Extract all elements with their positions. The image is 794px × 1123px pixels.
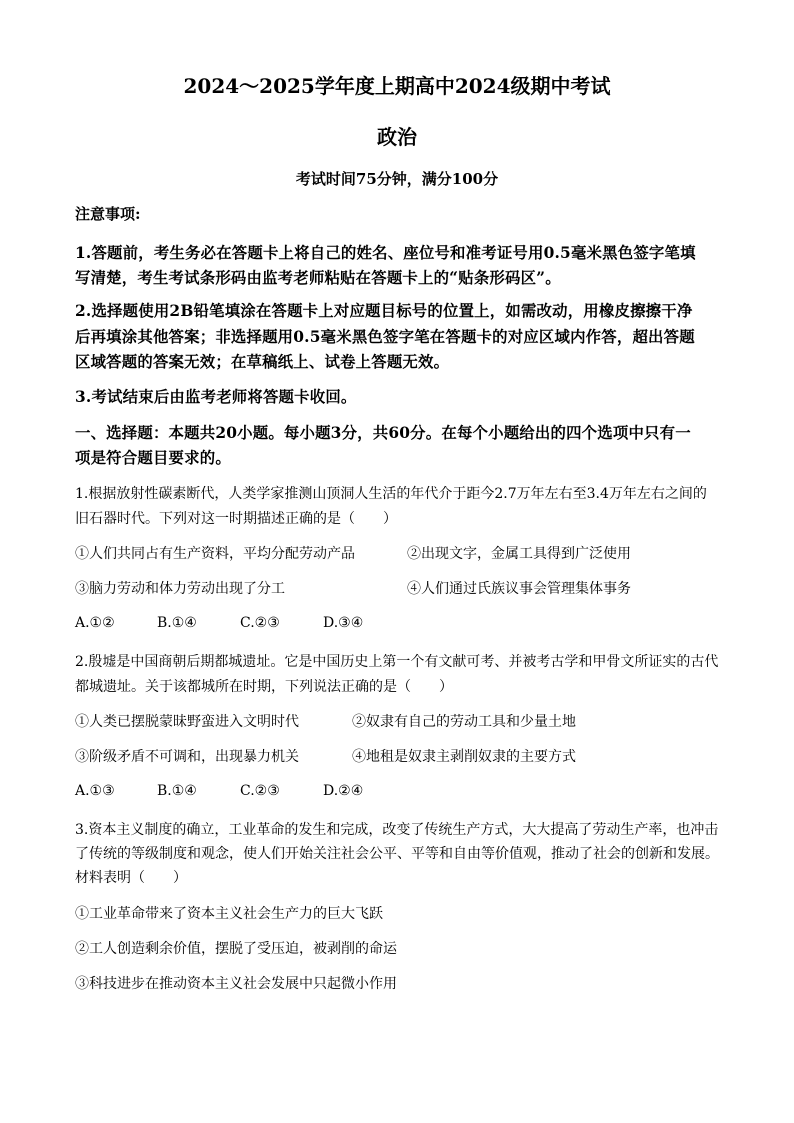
exam-subject: 政治	[377, 125, 417, 149]
note-2-line-1: 2.选择题使用2B铅笔填涂在答题卡上对应题目标号的位置上，如需改动，用橡皮擦擦干净	[75, 302, 693, 320]
question-1-option-b[interactable]: B.①④	[157, 615, 197, 631]
question-1-line-1: 1.根据放射性碳素断代，人类学家推测山顶洞人生活的年代介于距今2.7万年左右至3.4万年左右之间的	[75, 486, 707, 502]
note-1-line-2: 写清楚，考生考试条形码由监考老师粘贴在答题卡上的“贴条形码区”。	[75, 269, 561, 287]
question-2-line-1: 2.殷墟是中国商朝后期都城遗址。它是中国历史上第一个有文献可考、并被考古学和甲骨文所证实的古代	[75, 654, 719, 670]
question-2-statement-3: ③阶级矛盾不可调和，出现暴力机关	[75, 749, 299, 765]
question-3-line-3: 材料表明（ ）	[75, 870, 187, 886]
exam-title: 2024～2025学年度上期高中2024级期中考试	[183, 74, 611, 98]
question-2-statement-1: ①人类已摆脱蒙昧野蛮进入文明时代	[75, 714, 299, 730]
question-1-option-d[interactable]: D.③④	[323, 615, 364, 631]
question-1-option-c[interactable]: C.②③	[240, 615, 280, 631]
section-1-line-2: 项是符合题目要求的。	[75, 449, 231, 467]
question-1-statement-2: ②出现文字，金属工具得到广泛使用	[407, 546, 631, 562]
note-2-line-3: 区域答题的答案无效；在草稿纸上、试卷上答题无效。	[75, 353, 450, 371]
question-1-line-2: 旧石器时代。下列对这一时期描述正确的是（ ）	[75, 511, 397, 527]
question-1-statement-1: ①人们共同占有生产资料，平均分配劳动产品	[75, 546, 355, 562]
question-3-line-2: 了传统的等级制度和观念，使人们开始关注社会公平、平等和自由等价值观，推动了社会的创新和发展。	[75, 846, 719, 862]
notes-heading: 注意事项:	[75, 205, 141, 223]
question-3-statement-2: ②工人创造剩余价值，摆脱了受压迫，被剥削的命运	[75, 941, 397, 957]
section-1-line-1: 一、选择题：本题共20小题。每小题3分，共60分。在每个小题给出的四个选项中只有一	[75, 424, 691, 442]
question-1-option-a[interactable]: A.①②	[75, 615, 115, 631]
note-1-line-1: 1.答题前，考生务必在答题卡上将自己的姓名、座位号和准考证号用0.5毫米黑色签字笔填	[75, 244, 696, 262]
question-2-option-c[interactable]: C.②③	[240, 783, 280, 799]
question-2-option-a[interactable]: A.①③	[75, 783, 115, 799]
note-2-line-2: 后再填涂其他答案；非选择题用0.5毫米黑色签字笔在答题卡的对应区域内作答，超出答题	[75, 328, 695, 346]
question-1-statement-3: ③脑力劳动和体力劳动出现了分工	[75, 581, 285, 597]
question-2-option-d[interactable]: D.②④	[323, 783, 364, 799]
question-3-statement-3: ③科技进步在推动资本主义社会发展中只起微小作用	[75, 976, 397, 992]
question-1-statement-4: ④人们通过氏族议事会管理集体事务	[407, 581, 631, 597]
exam-info: 考试时间75分钟，满分100分	[295, 170, 499, 188]
question-2-statement-4: ④地租是奴隶主剥削奴隶的主要方式	[352, 749, 576, 765]
note-3: 3.考试结束后由监考老师将答题卡收回。	[75, 388, 357, 406]
question-2-statement-2: ②奴隶有自己的劳动工具和少量土地	[352, 714, 576, 730]
question-2-option-b[interactable]: B.①④	[157, 783, 197, 799]
question-3-line-1: 3.资本主义制度的确立，工业革命的发生和完成，改变了传统生产方式，大大提高了劳动生产率，也冲击	[75, 822, 719, 838]
question-3-statement-1: ①工业革命带来了资本主义社会生产力的巨大飞跃	[75, 906, 383, 922]
question-2-line-2: 都城遗址。关于该都城所在时期，下列说法正确的是（ ）	[75, 679, 453, 695]
